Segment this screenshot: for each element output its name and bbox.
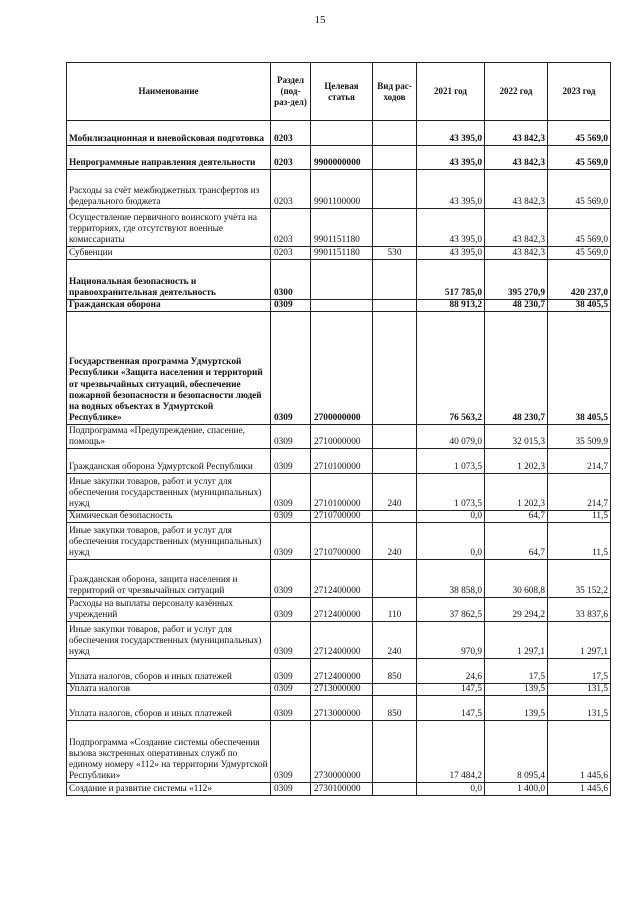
header-name: Наименование <box>67 63 271 121</box>
cell-2021: 38 858,0 <box>417 560 485 598</box>
cell-target: 9901151180 <box>311 247 373 260</box>
cell-name: Непрограммные направления деятельности <box>67 146 271 170</box>
cell-2021: 970,9 <box>417 622 485 659</box>
table-row <box>67 425 611 449</box>
cell-section: 0309 <box>271 696 311 721</box>
cell-expense-type <box>373 146 417 170</box>
table-row <box>67 146 611 170</box>
cell-2021: 40 079,0 <box>417 425 485 449</box>
cell-2023: 45 569,0 <box>548 121 611 146</box>
table-row <box>67 622 611 659</box>
cell-expense-type <box>373 312 417 425</box>
table-row <box>67 247 611 260</box>
cell-expense-type: 850 <box>373 659 417 684</box>
table-row <box>67 121 611 146</box>
header-row <box>67 63 611 121</box>
page-number: 15 <box>314 14 326 26</box>
cell-2023: 1 297,1 <box>548 622 611 659</box>
cell-expense-type <box>373 260 417 300</box>
cell-2023: 1 445,6 <box>548 721 611 783</box>
cell-2023: 131,5 <box>548 696 611 721</box>
cell-section: 0309 <box>271 511 311 523</box>
cell-target: 2710700000 <box>311 523 373 560</box>
cell-2022: 139,5 <box>485 684 548 696</box>
cell-expense-type <box>373 209 417 247</box>
cell-name: Национальная безопасность и правоохранительная деятельность <box>67 260 271 300</box>
cell-section: 0309 <box>271 523 311 560</box>
cell-2022: 43 842,3 <box>485 209 548 247</box>
cell-expense-type <box>373 425 417 449</box>
cell-expense-type <box>373 170 417 209</box>
table-row <box>67 300 611 312</box>
cell-2022: 64,7 <box>485 523 548 560</box>
cell-expense-type: 240 <box>373 622 417 659</box>
cell-2021: 24,6 <box>417 659 485 684</box>
cell-section: 0309 <box>271 684 311 696</box>
header-expense-type: Вид рас-ходов <box>373 63 417 121</box>
cell-section: 0309 <box>271 425 311 449</box>
cell-2022: 17,5 <box>485 659 548 684</box>
cell-name: Гражданская оборона Удмуртской Республики <box>67 449 271 474</box>
cell-2022: 8 095,4 <box>485 721 548 783</box>
header-2022: 2022 год <box>485 63 548 121</box>
cell-section: 0300 <box>271 260 311 300</box>
cell-section: 0203 <box>271 247 311 260</box>
cell-target: 2700000000 <box>311 312 373 425</box>
cell-2021: 43 395,0 <box>417 121 485 146</box>
cell-name: Государственная программа Удмуртской Республики «Защита населения и территорий от чрезвычайных ситуаций, обеспечение пожарной безопасности и безопасности людей на водных объектах в Удмуртской Республике» <box>67 312 271 425</box>
cell-section: 0203 <box>271 209 311 247</box>
cell-2023: 45 569,0 <box>548 170 611 209</box>
cell-2022: 64,7 <box>485 511 548 523</box>
table-row <box>67 684 611 696</box>
table-row <box>67 523 611 560</box>
cell-name: Субвенции <box>67 247 271 260</box>
cell-expense-type <box>373 121 417 146</box>
cell-2021: 0,0 <box>417 511 485 523</box>
cell-2021: 17 484,2 <box>417 721 485 783</box>
table-row <box>67 659 611 684</box>
cell-2021: 76 563,2 <box>417 312 485 425</box>
cell-target: 2730100000 <box>311 783 373 796</box>
cell-expense-type <box>373 511 417 523</box>
cell-2021: 1 073,5 <box>417 449 485 474</box>
cell-target: 9901100000 <box>311 170 373 209</box>
cell-expense-type: 530 <box>373 247 417 260</box>
cell-2022: 1 202,3 <box>485 449 548 474</box>
cell-target: 2710700000 <box>311 511 373 523</box>
table-row <box>67 312 611 425</box>
cell-2022: 1 297,1 <box>485 622 548 659</box>
cell-2022: 48 230,7 <box>485 312 548 425</box>
cell-2023: 38 405,5 <box>548 312 611 425</box>
cell-section: 0309 <box>271 598 311 622</box>
cell-2023: 11,5 <box>548 523 611 560</box>
cell-name: Иные закупки товаров, работ и услуг для обеспечения государственных (муниципальных) нужд <box>67 622 271 659</box>
cell-expense-type: 850 <box>373 696 417 721</box>
cell-section: 0309 <box>271 622 311 659</box>
cell-2021: 43 395,0 <box>417 209 485 247</box>
table-row <box>67 474 611 511</box>
cell-section: 0309 <box>271 783 311 796</box>
cell-2023: 17,5 <box>548 659 611 684</box>
cell-section: 0203 <box>271 170 311 209</box>
cell-2021: 1 073,5 <box>417 474 485 511</box>
cell-2022: 43 842,3 <box>485 247 548 260</box>
cell-section: 0309 <box>271 560 311 598</box>
cell-2023: 45 569,0 <box>548 247 611 260</box>
cell-name: Подпрограмма «Создание системы обеспечения вызова экстренных оперативных служб по единому номеру «112» на территории Удмуртской Республики» <box>67 721 271 783</box>
cell-2021: 517 785,0 <box>417 260 485 300</box>
cell-target: 2713000000 <box>311 684 373 696</box>
header-target: Целевая статья <box>311 63 373 121</box>
cell-2021: 147,5 <box>417 684 485 696</box>
cell-2023: 214,7 <box>548 474 611 511</box>
cell-name: Гражданская оборона, защита населения и территорий от чрезвычайных ситуаций <box>67 560 271 598</box>
cell-2022: 1 202,3 <box>485 474 548 511</box>
cell-2021: 43 395,0 <box>417 146 485 170</box>
cell-target: 2712400000 <box>311 598 373 622</box>
cell-2023: 214,7 <box>548 449 611 474</box>
cell-2023: 35 152,2 <box>548 560 611 598</box>
cell-name: Гражданская оборона <box>67 300 271 312</box>
cell-target: 9901151180 <box>311 209 373 247</box>
cell-2023: 1 445,6 <box>548 783 611 796</box>
cell-expense-type <box>373 449 417 474</box>
cell-2022: 139,5 <box>485 696 548 721</box>
table-row <box>67 696 611 721</box>
cell-target: 2712400000 <box>311 622 373 659</box>
cell-section: 0203 <box>271 146 311 170</box>
budget-table-body <box>67 121 611 796</box>
cell-2021: 0,0 <box>417 783 485 796</box>
cell-target: 2730000000 <box>311 721 373 783</box>
cell-2023: 45 569,0 <box>548 209 611 247</box>
table-row <box>67 598 611 622</box>
table-row <box>67 560 611 598</box>
cell-2022: 43 842,3 <box>485 121 548 146</box>
cell-name: Уплата налогов, сборов и иных платежей <box>67 696 271 721</box>
cell-2021: 0,0 <box>417 523 485 560</box>
cell-target: 2712400000 <box>311 560 373 598</box>
cell-2022: 48 230,7 <box>485 300 548 312</box>
cell-2021: 43 395,0 <box>417 170 485 209</box>
cell-section: 0309 <box>271 449 311 474</box>
cell-expense-type <box>373 300 417 312</box>
header-section: Раздел (под-раз-дел) <box>271 63 311 121</box>
cell-target: 2712400000 <box>311 659 373 684</box>
cell-section: 0309 <box>271 312 311 425</box>
table-row <box>67 260 611 300</box>
cell-expense-type: 240 <box>373 523 417 560</box>
cell-2022: 30 608,8 <box>485 560 548 598</box>
cell-2022: 29 294,2 <box>485 598 548 622</box>
budget-table <box>66 62 611 796</box>
cell-target: 2710100000 <box>311 449 373 474</box>
cell-2023: 131,5 <box>548 684 611 696</box>
cell-section: 0309 <box>271 721 311 783</box>
cell-2023: 38 405,5 <box>548 300 611 312</box>
cell-section: 0309 <box>271 300 311 312</box>
cell-target: 9900000000 <box>311 146 373 170</box>
table-row <box>67 511 611 523</box>
cell-expense-type <box>373 560 417 598</box>
cell-2021: 147,5 <box>417 696 485 721</box>
table-row <box>67 721 611 783</box>
cell-2022: 1 400,0 <box>485 783 548 796</box>
cell-2021: 43 395,0 <box>417 247 485 260</box>
cell-expense-type <box>373 783 417 796</box>
cell-target: 2710000000 <box>311 425 373 449</box>
cell-name: Расходы за счёт межбюджетных трансфертов из федерального бюджета <box>67 170 271 209</box>
cell-expense-type <box>373 721 417 783</box>
cell-target <box>311 300 373 312</box>
cell-name: Подпрограмма «Предупреждение, спасение, помощь» <box>67 425 271 449</box>
table-row <box>67 170 611 209</box>
table-row <box>67 209 611 247</box>
cell-2021: 88 913,2 <box>417 300 485 312</box>
cell-name: Мобилизационная и вневойсковая подготовка <box>67 121 271 146</box>
cell-2023: 33 837,6 <box>548 598 611 622</box>
cell-target <box>311 260 373 300</box>
cell-target: 2713000000 <box>311 696 373 721</box>
cell-name: Создание и развитие системы «112» <box>67 783 271 796</box>
table-row <box>67 449 611 474</box>
cell-2022: 43 842,3 <box>485 170 548 209</box>
cell-section: 0203 <box>271 121 311 146</box>
cell-name: Химическая безопасность <box>67 511 271 523</box>
cell-target: 2710100000 <box>311 474 373 511</box>
cell-name: Уплата налогов <box>67 684 271 696</box>
cell-2023: 45 569,0 <box>548 146 611 170</box>
cell-section: 0309 <box>271 659 311 684</box>
header-2023: 2023 год <box>548 63 611 121</box>
cell-section: 0309 <box>271 474 311 511</box>
cell-name: Осуществление первичного воинского учёта на территориях, где отсутствуют военные комиссариаты <box>67 209 271 247</box>
cell-2023: 35 509,9 <box>548 425 611 449</box>
cell-2023: 11,5 <box>548 511 611 523</box>
cell-2022: 395 270,9 <box>485 260 548 300</box>
header-2021: 2021 год <box>417 63 485 121</box>
cell-name: Расходы на выплаты персоналу казённых учреждений <box>67 598 271 622</box>
cell-2021: 37 862,5 <box>417 598 485 622</box>
cell-2022: 32 015,3 <box>485 425 548 449</box>
cell-name: Уплата налогов, сборов и иных платежей <box>67 659 271 684</box>
table-row <box>67 783 611 796</box>
cell-2023: 420 237,0 <box>548 260 611 300</box>
cell-name: Иные закупки товаров, работ и услуг для обеспечения государственных (муниципальных) нужд <box>67 474 271 511</box>
cell-expense-type: 240 <box>373 474 417 511</box>
cell-expense-type: 110 <box>373 598 417 622</box>
cell-target <box>311 121 373 146</box>
cell-2022: 43 842,3 <box>485 146 548 170</box>
cell-expense-type <box>373 684 417 696</box>
cell-name: Иные закупки товаров, работ и услуг для обеспечения государственных (муниципальных) нужд <box>67 523 271 560</box>
